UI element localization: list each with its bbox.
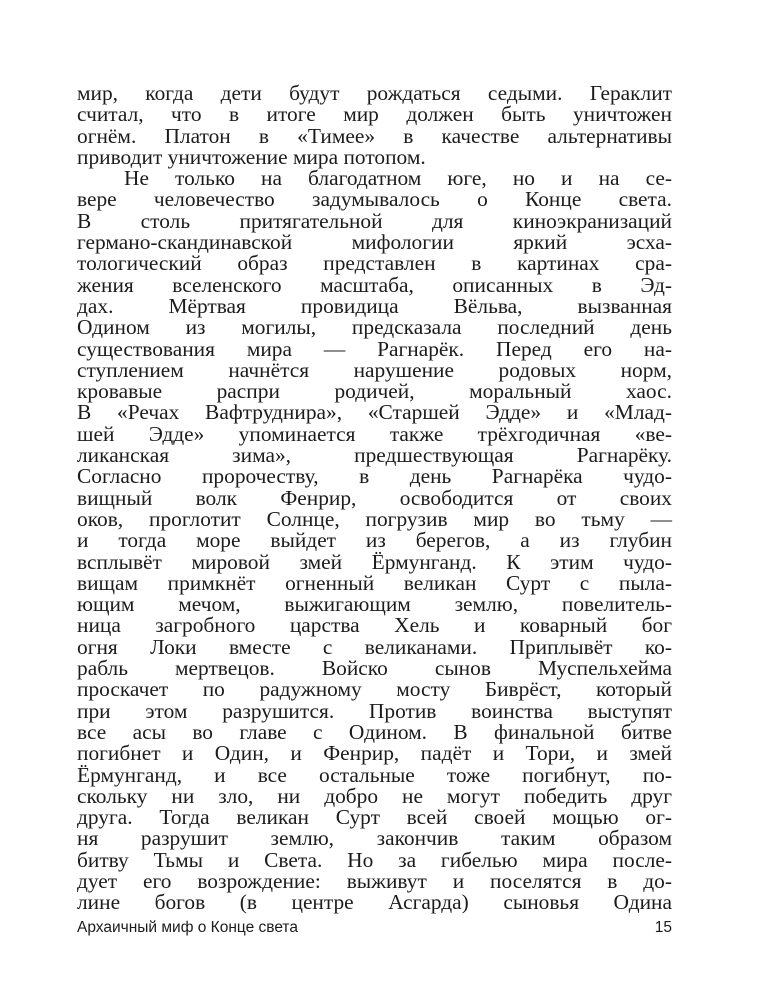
text-line: все асы во главе с Одином. В финальной битве — [77, 719, 672, 744]
text-line: Одином из могилы, предсказала последний день — [77, 315, 672, 340]
text-line: считал, что в итоге мир должен быть уничтожен — [77, 102, 672, 127]
page-number: 15 — [654, 919, 672, 936]
text-line: друга. Тогда великан Сурт всей своей мощью ог- — [77, 805, 672, 830]
text-line: оков, проглотит Солнце, погрузив мир во тьму — — [77, 506, 672, 531]
text-line: погибнет и Один, и Фенрир, падёт и Тори, и змей — [77, 741, 672, 766]
text-line: Не только на благодатном юге, но и на се- — [124, 166, 672, 191]
text-line: В «Речах Вафтруднира», «Старшей Эдде» и «Млад- — [77, 400, 672, 425]
page-footer — [77, 916, 672, 940]
text-line: жения вселенского масштаба, описанных в Эд- — [77, 272, 672, 297]
text-line: вищный волк Фенрир, освободится от своих — [77, 485, 672, 510]
text-line: германо-скандинавской мифологии яркий эсха- — [77, 230, 672, 255]
text-line: В столь притягательной для киноэкранизаций — [77, 208, 672, 233]
text-line: огня Локи вместе с великанами. Приплывёт ко- — [77, 634, 672, 659]
text-line: при этом разрушится. Против воинства выступят — [77, 698, 672, 723]
text-line: тологический образ представлен в картинах сра- — [77, 251, 672, 276]
text-line: битву Тьмы и Света. Но за гибелью мира после- — [77, 847, 672, 872]
body-text — [77, 83, 672, 914]
text-line: дах. Мёртвая провидица Вёльва, вызванная — [77, 293, 672, 318]
text-line: ющим мечом, выжигающим землю, повелитель- — [77, 592, 672, 617]
text-line: кровавые распри родичей, моральный хаос. — [77, 379, 672, 404]
text-line: вере человечество задумывалось о Конце света. — [77, 187, 672, 212]
text-line: и тогда море выйдет из берегов, а из глубин — [77, 528, 672, 553]
text-line: ликанская зима», предшествующая Рагнарёку. — [77, 443, 672, 468]
text-line: вищам примкнёт огненный великан Сурт с пыла- — [77, 570, 672, 595]
running-title: Архаичный миф о Конце света — [77, 919, 298, 936]
text-line: всплывёт мировой змей Ёрмунганд. К этим чудо- — [77, 549, 672, 574]
text-line: мир, когда дети будут рождаться седыми. Гераклит — [77, 81, 672, 105]
text-line: проскачет по радужному мосту Биврёст, который — [77, 677, 672, 702]
text-line: Согласно пророчеству, в день Рагнарёка чудо- — [77, 464, 672, 489]
text-line: Ёрмунганд, и все остальные тоже погибнут, по- — [77, 762, 672, 787]
text-line: лине богов (в центре Асгарда) сыновья Одина — [77, 890, 672, 915]
text-line: существования мира — Рагнарёк. Перед его на- — [77, 336, 672, 361]
text-line: ница загробного царства Хель и коварный бог — [77, 613, 672, 638]
text-line: приводит уничтожение мира потопом. — [77, 144, 426, 169]
text-line: дует его возрождение: выживут и поселятся в до- — [77, 868, 672, 893]
text-line: огнём. Платон в «Тимее» в качестве альтернативы — [77, 123, 672, 148]
text-line: ступлением начнётся нарушение родовых норм, — [77, 357, 672, 382]
text-line: рабль мертвецов. Войско сынов Муспельхейма — [77, 656, 672, 681]
text-line: шей Эдде» упоминается также трёхгодичная «ве- — [77, 421, 672, 446]
text-line: ня разрушит землю, закончив таким образом — [77, 826, 672, 851]
text-line: скольку ни зло, ни добро не могут победить друг — [77, 783, 672, 808]
